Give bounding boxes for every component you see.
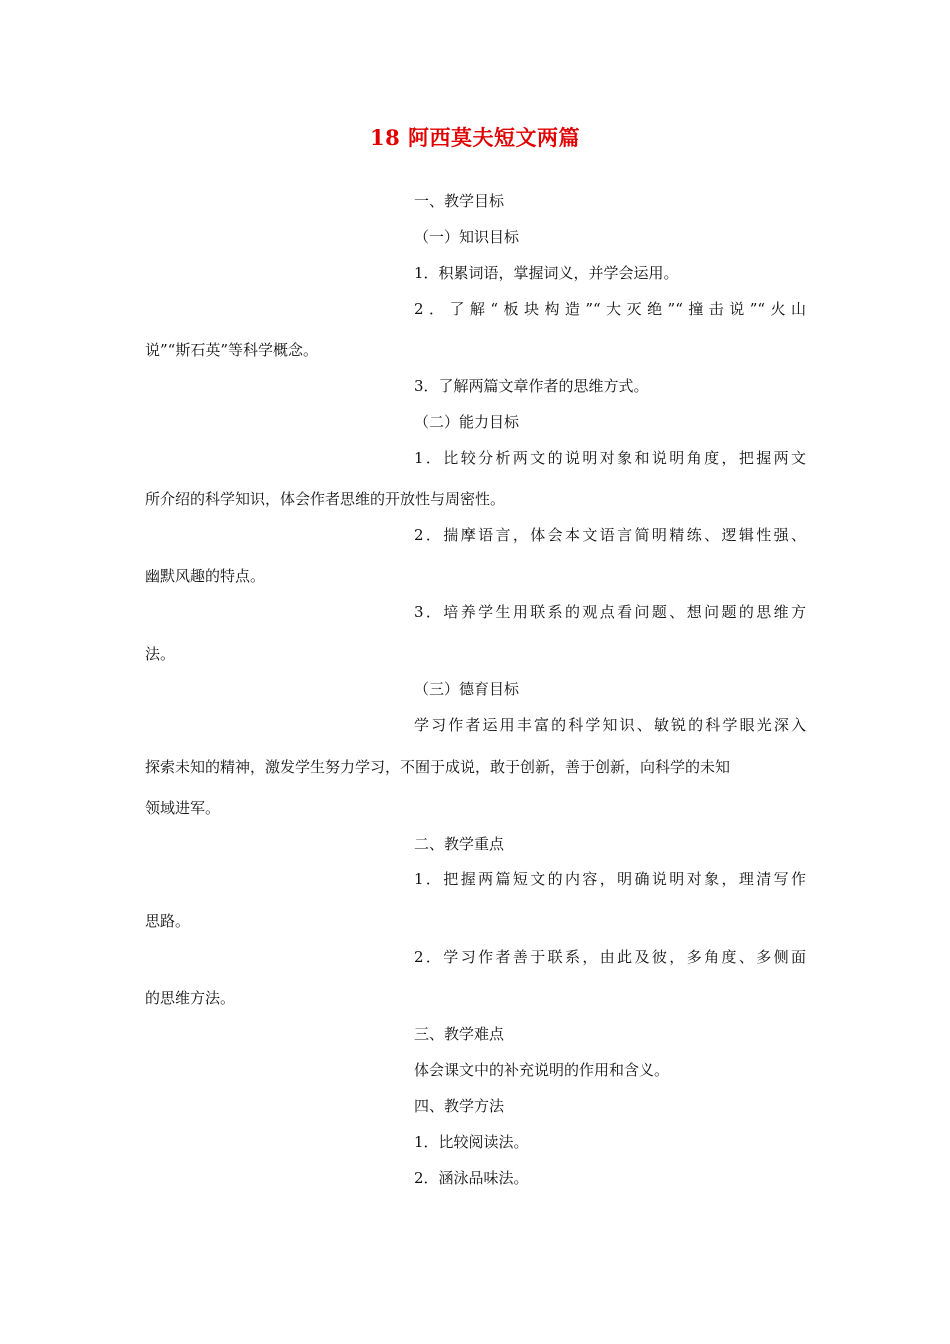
paragraph-line: 2．揣摩语言，体会本文语言简明精练、逻辑性强、 — [414, 526, 806, 544]
paragraph-line: 1．积累词语，掌握词义，并学会运用。 — [414, 264, 679, 282]
paragraph-line: 思路。 — [145, 912, 191, 930]
paragraph-line: 2．了解“板块构造”“大灭绝”“撞击说”“火山 — [414, 300, 806, 318]
paragraph-line: 体会课文中的补充说明的作用和含义。 — [414, 1061, 670, 1079]
paragraph-line: 2．学习作者善于联系，由此及彼，多角度、多侧面 — [414, 948, 806, 966]
paragraph-line: 3．培养学生用联系的观点看问题、想问题的思维方 — [414, 603, 806, 621]
section-heading-key-points: 二、教学重点 — [414, 835, 505, 853]
list-item: 2．涵泳品味法。 — [414, 1169, 529, 1187]
paragraph-line: 说”“斯石英”等科学概念。 — [145, 341, 319, 359]
paragraph-line: 1．把握两篇短文的内容，明确说明对象，理清写作 — [414, 870, 806, 888]
paragraph-line: 的思维方法。 — [145, 989, 236, 1007]
paragraph-line: 法。 — [145, 645, 176, 663]
paragraph-line: 3．了解两篇文章作者的思维方式。 — [414, 377, 649, 395]
subheading-knowledge: （一）知识目标 — [414, 228, 520, 246]
section-heading-difficulties: 三、教学难点 — [414, 1025, 505, 1043]
section-heading-methods: 四、教学方法 — [414, 1097, 505, 1115]
paragraph-line: 探索未知的精神，激发学生努力学习，不囿于成说，敢于创新，善于创新，向科学的未知 — [145, 758, 731, 776]
paragraph-line: 幽默风趣的特点。 — [145, 567, 266, 585]
paragraph-line: 学习作者运用丰富的科学知识、敏锐的科学眼光深入 — [414, 716, 806, 734]
subheading-ability: （二）能力目标 — [414, 413, 520, 431]
paragraph-line: 1．比较分析两文的说明对象和说明角度，把握两文 — [414, 449, 806, 467]
paragraph-line: 所介绍的科学知识，体会作者思维的开放性与周密性。 — [145, 490, 506, 508]
subheading-moral: （三）德育目标 — [414, 680, 520, 698]
document-title: 18 阿西莫夫短文两篇 — [369, 125, 581, 150]
list-item: 1．比较阅读法。 — [414, 1133, 529, 1151]
section-heading-objectives: 一、教学目标 — [414, 192, 505, 210]
paragraph-line: 领域进军。 — [145, 799, 221, 817]
